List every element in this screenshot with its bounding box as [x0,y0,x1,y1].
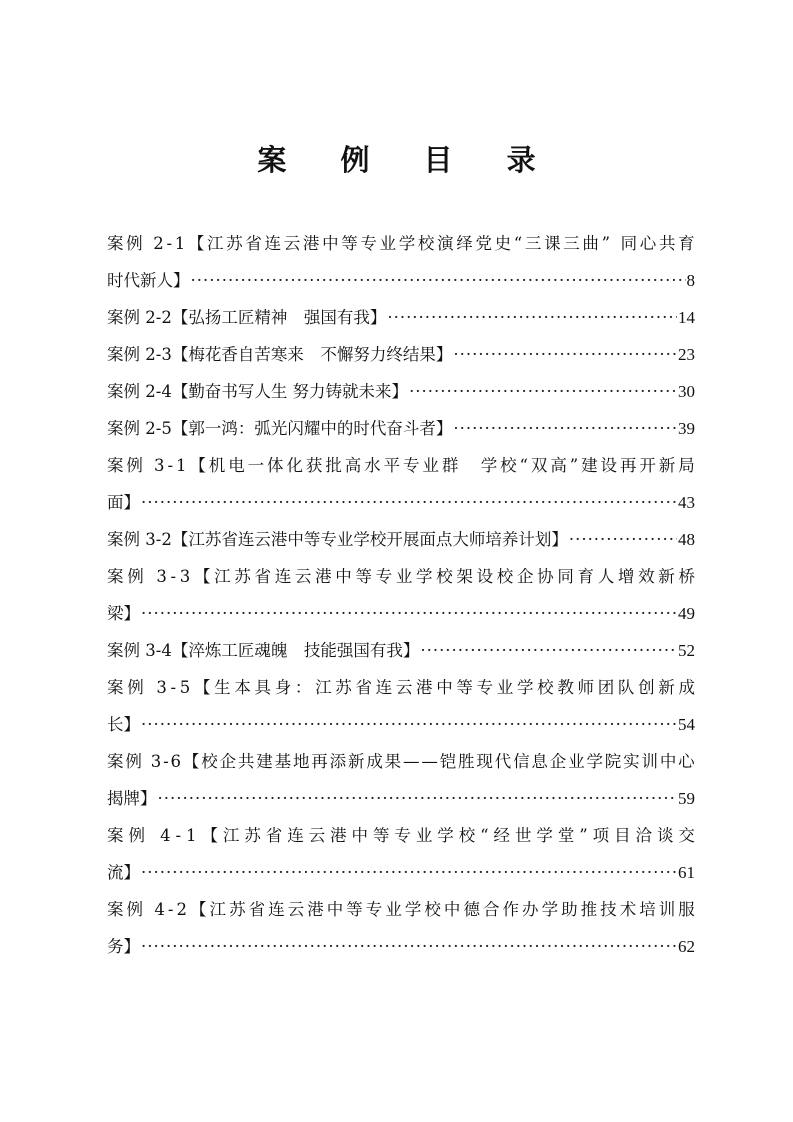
toc-entry-last-line [107,595,695,632]
toc-page-number: 49 [678,604,695,623]
toc-entry-last-line [107,780,695,817]
toc-entry[interactable] [107,891,695,965]
toc-entry-title-line: 案例 2-2【弘扬工匠精神 强国有我】 [107,308,387,327]
toc-page-number: 48 [678,530,695,549]
toc-entry[interactable] [107,558,695,632]
toc-page-number: 61 [678,863,695,882]
toc-page-number: 39 [678,419,695,438]
toc-page-number: 59 [678,789,695,808]
table-of-contents [107,225,695,965]
toc-entry[interactable] [107,521,695,558]
toc-entry-title-line: 揭牌】 [107,789,157,808]
toc-entry-title-line: 时代新人】 [107,271,190,290]
dot-leader [569,521,677,558]
toc-entry[interactable] [107,447,695,521]
dot-leader [141,928,677,965]
toc-entry-title-line: 梁】 [107,604,140,623]
dot-leader [453,410,677,447]
toc-entry-title-line: 案例 3-4【淬炼工匠魂魄 技能强国有我】 [107,641,420,660]
toc-page-number: 54 [678,715,695,734]
toc-entry-title-line: 面】 [107,493,140,512]
page-title: 案 例 目 录 [257,143,558,177]
dot-leader [141,706,677,743]
toc-entry-title-line: 案 例 4 - 2 【 江 苏 省 连 云 港 中 等 专 业 学 校 中 德 合 作 办 学 助 推 技 术 培 训 服 [107,900,695,919]
toc-page-number: 52 [678,641,695,660]
toc-entry-title-line: 案 例 2 - 1 【 江 苏 省 连 云 港 中 等 专 业 学 校 演 绎 党 史 “ 三 课 三 曲 ” 同 心 共 育 [107,234,695,253]
toc-entry-title-line: 案 例 4 - 1 【 江 苏 省 连 云 港 中 等 专 业 学 校 “ 经 世 学 堂 ” 项 目 洽 谈 交 [107,826,695,845]
toc-entry-last-line [107,410,695,447]
toc-page-number: 8 [686,271,695,290]
dot-leader [141,854,677,891]
toc-entry[interactable] [107,632,695,669]
toc-entry[interactable] [107,410,695,447]
dot-leader [141,484,677,521]
toc-entry[interactable] [107,299,695,336]
toc-entry[interactable] [107,817,695,891]
toc-entry-title-line: 案 例 3 - 5 【 生 本 具 身 ： 江 苏 省 连 云 港 中 等 专 业 学 校 教 师 团 队 创 新 成 [107,678,695,697]
toc-entry[interactable] [107,669,695,743]
toc-entry-title-line: 案例 2-5【郭一鸿：弧光闪耀中的时代奋斗者】 [107,419,453,438]
dot-leader [141,595,677,632]
toc-page-number: 43 [678,493,695,512]
toc-entry-last-line [107,262,695,299]
dot-leader [420,632,677,669]
toc-entry-last-line [107,299,695,336]
dot-leader [409,373,677,410]
toc-entry-title-line: 案例 3-2【江苏省连云港中等专业学校开展面点大师培养计划】 [107,530,568,549]
toc-entry-last-line [107,521,695,558]
toc-page-number: 14 [678,308,695,327]
toc-entry-title-line: 案例 2-3【梅花香自苦寒来 不懈努力终结果】 [107,345,453,364]
toc-page-number: 23 [678,345,695,364]
toc-page-number: 30 [678,382,695,401]
toc-entry-title-line: 案 例 3 - 6 【 校 企 共 建 基 地 再 添 新 成 果 — — 铠 胜 现 代 信 息 企 业 学 院 实 训 中 心 [107,752,695,771]
toc-entry[interactable] [107,373,695,410]
toc-entry-last-line [107,373,695,410]
toc-entry-last-line [107,706,695,743]
toc-page-number: 62 [678,937,695,956]
toc-entry-title-line: 务】 [107,937,140,956]
dot-leader [158,780,678,817]
toc-entry-last-line [107,484,695,521]
toc-entry-last-line [107,928,695,965]
toc-entry-last-line [107,854,695,891]
toc-entry-title-line: 案 例 3 - 1 【 机 电 一 体 化 获 批 高 水 平 专 业 群 学 校 “ 双 高 ” 建 设 再 开 新 局 [107,456,695,475]
toc-entry-last-line [107,632,695,669]
toc-entry-title-line: 流】 [107,863,140,882]
toc-entry-last-line [107,336,695,373]
toc-entry-title-line: 长】 [107,715,140,734]
dot-leader [191,262,686,299]
toc-entry-title-line: 案 例 3 - 3 【 江 苏 省 连 云 港 中 等 专 业 学 校 架 设 校 企 协 同 育 人 增 效 新 桥 [107,567,695,586]
dot-leader [453,336,677,373]
dot-leader [387,299,677,336]
toc-entry[interactable] [107,743,695,817]
toc-entry[interactable] [107,225,695,299]
toc-entry[interactable] [107,336,695,373]
toc-entry-title-line: 案例 2-4【勤奋书写人生 努力铸就未来】 [107,382,409,401]
